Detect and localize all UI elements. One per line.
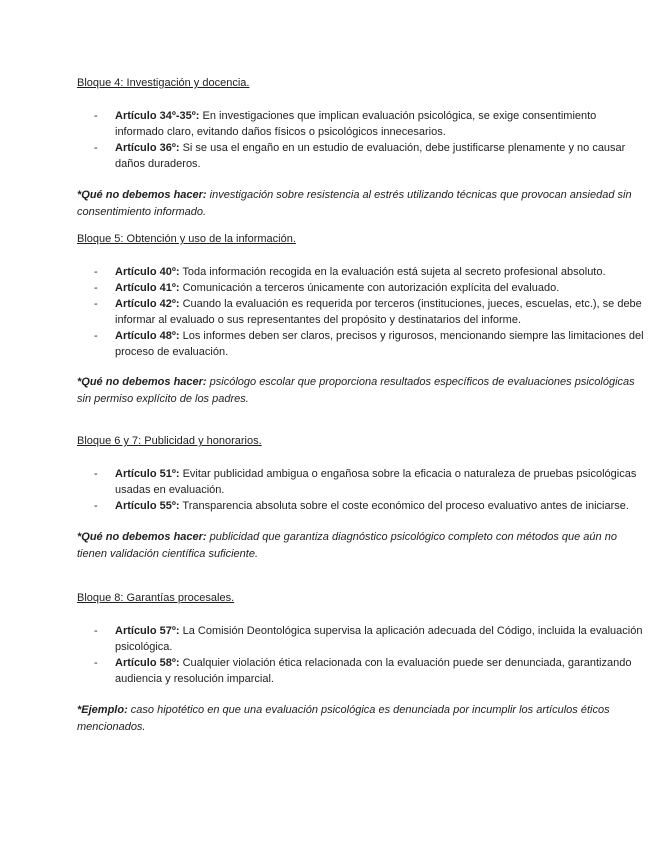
- list-item: [77, 655, 647, 687]
- note: [77, 187, 647, 221]
- article-text: Toda información recogida en la evaluación está sujeta al secreto profesional absoluto.: [182, 266, 606, 278]
- section-bloque-5: [77, 232, 647, 408]
- article-text: La Comisión Deontológica supervisa la aplicación adecuada del Código, incluida la evaluación psicológica.: [115, 625, 643, 653]
- article-text: Comunicación a terceros únicamente con autorización explícita del evaluado.: [182, 282, 560, 294]
- bullet-dash: -: [94, 657, 98, 669]
- list-item: [77, 140, 647, 172]
- article-text: Los informes deben ser claros, precisos y rigurosos, mencionando siempre las limitaciones del proceso de evaluación.: [115, 330, 644, 358]
- article-label: Artículo 40º:: [115, 266, 180, 278]
- section-heading: Bloque 8: Garantías procesales.: [77, 592, 235, 604]
- note-text: investigación sobre resistencia al estrés utilizando técnicas que provocan ansiedad sin consentimiento informado.: [77, 189, 632, 218]
- section-bloque-8: [77, 591, 647, 736]
- article-label: Artículo 36º:: [115, 142, 180, 154]
- note: [77, 529, 647, 563]
- note-text: caso hipotético en que una evaluación psicológica es denunciada por incumplir los artículos éticos mencionados.: [77, 704, 610, 733]
- article-text: Si se usa el engaño en un estudio de evaluación, debe justificarse plenamente y no causar daños duraderos.: [115, 142, 626, 170]
- section-heading: Bloque 6 y 7: Publicidad y honorarios.: [77, 435, 262, 447]
- bullet-dash: -: [94, 282, 98, 294]
- list-item: [77, 264, 647, 280]
- article-label: Artículo 55º:: [115, 500, 180, 512]
- list-item: [77, 328, 647, 360]
- article-label: Artículo 48º:: [115, 330, 180, 342]
- bullet-dash: -: [94, 500, 98, 512]
- article-label: Artículo 58º:: [115, 657, 180, 669]
- list-item: [77, 466, 647, 498]
- list-item: [77, 498, 647, 514]
- list-item: [77, 296, 647, 328]
- bullet-dash: -: [94, 110, 98, 122]
- section-bloque-4: [77, 76, 647, 221]
- note: [77, 374, 647, 408]
- note-label: *Qué no debemos hacer:: [77, 189, 207, 201]
- bullet-dash: -: [94, 142, 98, 154]
- bullet-dash: -: [94, 298, 98, 310]
- article-label: Artículo 34º-35º:: [115, 110, 200, 122]
- note-text: publicidad que garantiza diagnóstico psicológico completo con métodos que aún no tienen validación científica suficiente.: [77, 531, 617, 560]
- section-heading: Bloque 4: Investigación y docencia.: [77, 77, 250, 89]
- note: [77, 702, 647, 736]
- article-text: En investigaciones que implican evaluación psicológica, se exige consentimiento informado claro, evitando daños físicos o psicológicos innecesarios.: [115, 110, 597, 138]
- article-text: Cuando la evaluación es requerida por terceros (instituciones, jueces, escuelas, etc.), se debe informar al evaluado o sus representantes del propósito y destinatarios del informe.: [115, 298, 642, 326]
- bullet-dash: -: [94, 625, 98, 637]
- section-heading: Bloque 5: Obtención y uso de la información.: [77, 233, 296, 245]
- article-label: Artículo 42º:: [115, 298, 180, 310]
- article-list: [77, 108, 647, 172]
- note-text: psicólogo escolar que proporciona resultados específicos de evaluaciones psicológicas sin permiso explícito de los padres.: [77, 376, 635, 405]
- note-label: *Qué no debemos hacer:: [77, 376, 207, 388]
- article-text: Transparencia absoluta sobre el coste económico del proceso evaluativo antes de iniciarse.: [182, 500, 629, 512]
- article-label: Artículo 41º:: [115, 282, 180, 294]
- article-text: Evitar publicidad ambigua o engañosa sobre la eficacia o naturaleza de pruebas psicológicas usadas en evaluación.: [115, 468, 637, 496]
- list-item: [77, 108, 647, 140]
- note-label: *Qué no debemos hacer:: [77, 531, 207, 543]
- list-item: [77, 623, 647, 655]
- bullet-dash: -: [94, 330, 98, 342]
- note-label: *Ejemplo:: [77, 704, 128, 716]
- bullet-dash: -: [94, 468, 98, 480]
- section-bloque-6-7: [77, 434, 647, 563]
- article-list: [77, 623, 647, 687]
- bullet-dash: -: [94, 266, 98, 278]
- article-list: [77, 466, 647, 514]
- article-label: Artículo 51º:: [115, 468, 180, 480]
- article-text: Cualquier violación ética relacionada con la evaluación puede ser denunciada, garantizando audiencia y resolución imparcial.: [115, 657, 632, 685]
- article-list: [77, 264, 647, 360]
- list-item: [77, 280, 647, 296]
- article-label: Artículo 57º:: [115, 625, 180, 637]
